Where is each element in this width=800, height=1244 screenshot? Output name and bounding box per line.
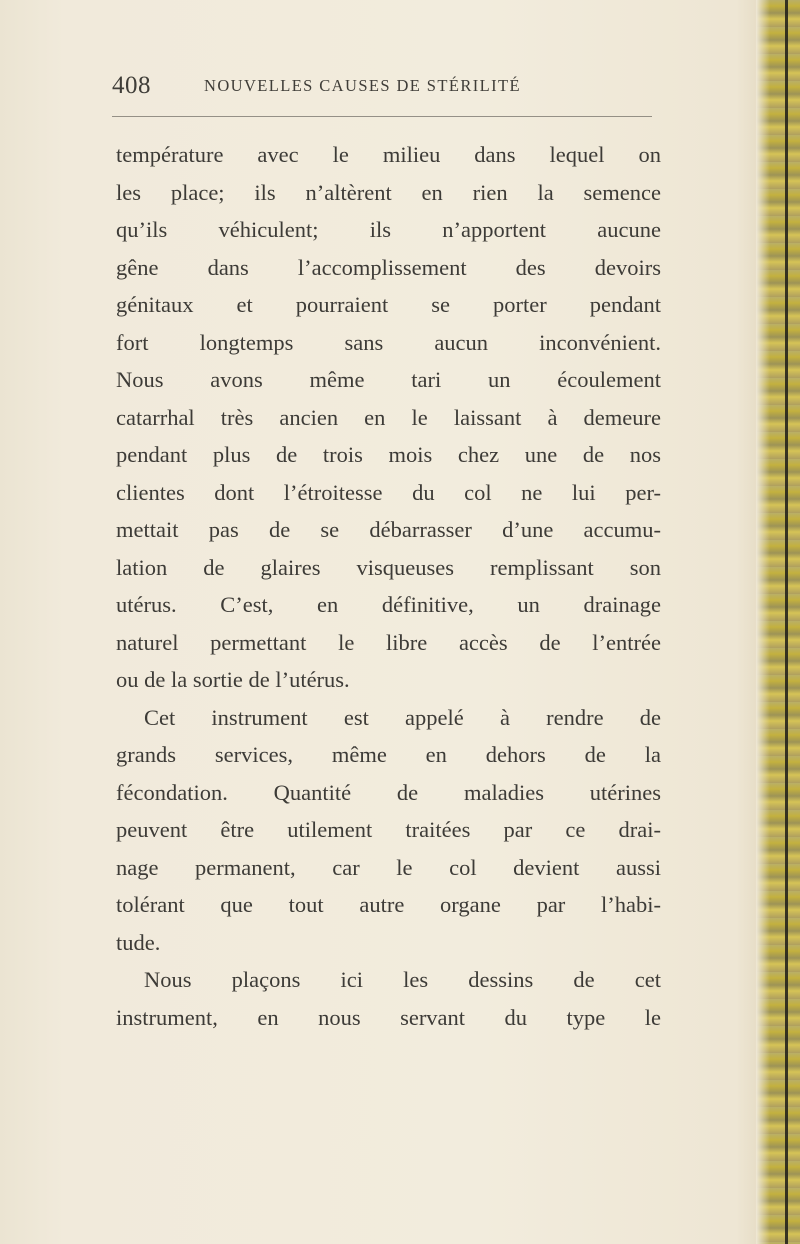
text-line-indented: Cet instrument est appelé à rendre de (144, 704, 661, 730)
text-line: tude. (116, 929, 161, 955)
text-line: température avec le milieu dans lequel on (116, 142, 661, 167)
text-line: fécondation. Quantité de maladies utérines (116, 779, 661, 805)
text-line: naturel permettant le libre accès de l’entrée (116, 629, 661, 655)
text-line: fort longtemps sans aucun inconvénient. (116, 329, 661, 355)
page-edge-binding (756, 0, 800, 1244)
text-line-indented: Nous plaçons ici les dessins de cet (144, 967, 661, 992)
header-rule (112, 116, 652, 117)
text-line: génitaux et pourraient se porter pendant (116, 292, 661, 317)
body-text (116, 136, 661, 1036)
text-line: peuvent être utilement traitées par ce drai- (116, 817, 661, 842)
text-line: utérus. C’est, en définitive, un drainage (116, 592, 661, 617)
text-line: les place; ils n’altèrent en rien la semence (116, 179, 661, 205)
text-line: tolérant que tout autre organe par l’habi- (116, 892, 661, 917)
text-line: Nous avons même tari un écoulement (116, 367, 661, 392)
text-line: nage permanent, car le col devient aussi (116, 854, 661, 880)
text-line: mettait pas de se débarrasser d’une accumu- (116, 517, 661, 542)
text-line: gêne dans l’accomplissement des devoirs (116, 254, 661, 280)
text-line: instrument, en nous servant du type le (116, 1004, 661, 1030)
text-line: grands services, même en dehors de la (116, 742, 661, 767)
text-line: clientes dont l’étroitesse du col ne lui per- (116, 479, 661, 505)
page-header (112, 72, 652, 112)
text-line: qu’ils véhiculent; ils n’apportent aucune (116, 217, 661, 242)
text-line: ou de la sortie de l’utérus. (116, 667, 350, 692)
page-edge-shadow (785, 0, 788, 1244)
text-line: catarrhal très ancien en le laissant à demeure (116, 404, 661, 430)
running-title: NOUVELLES CAUSES DE STÉRILITÉ (204, 76, 521, 95)
text-line: lation de glaires visqueuses remplissant son (116, 554, 661, 580)
page-number: 408 (112, 72, 151, 99)
text-line: pendant plus de trois mois chez une de nos (116, 442, 661, 467)
